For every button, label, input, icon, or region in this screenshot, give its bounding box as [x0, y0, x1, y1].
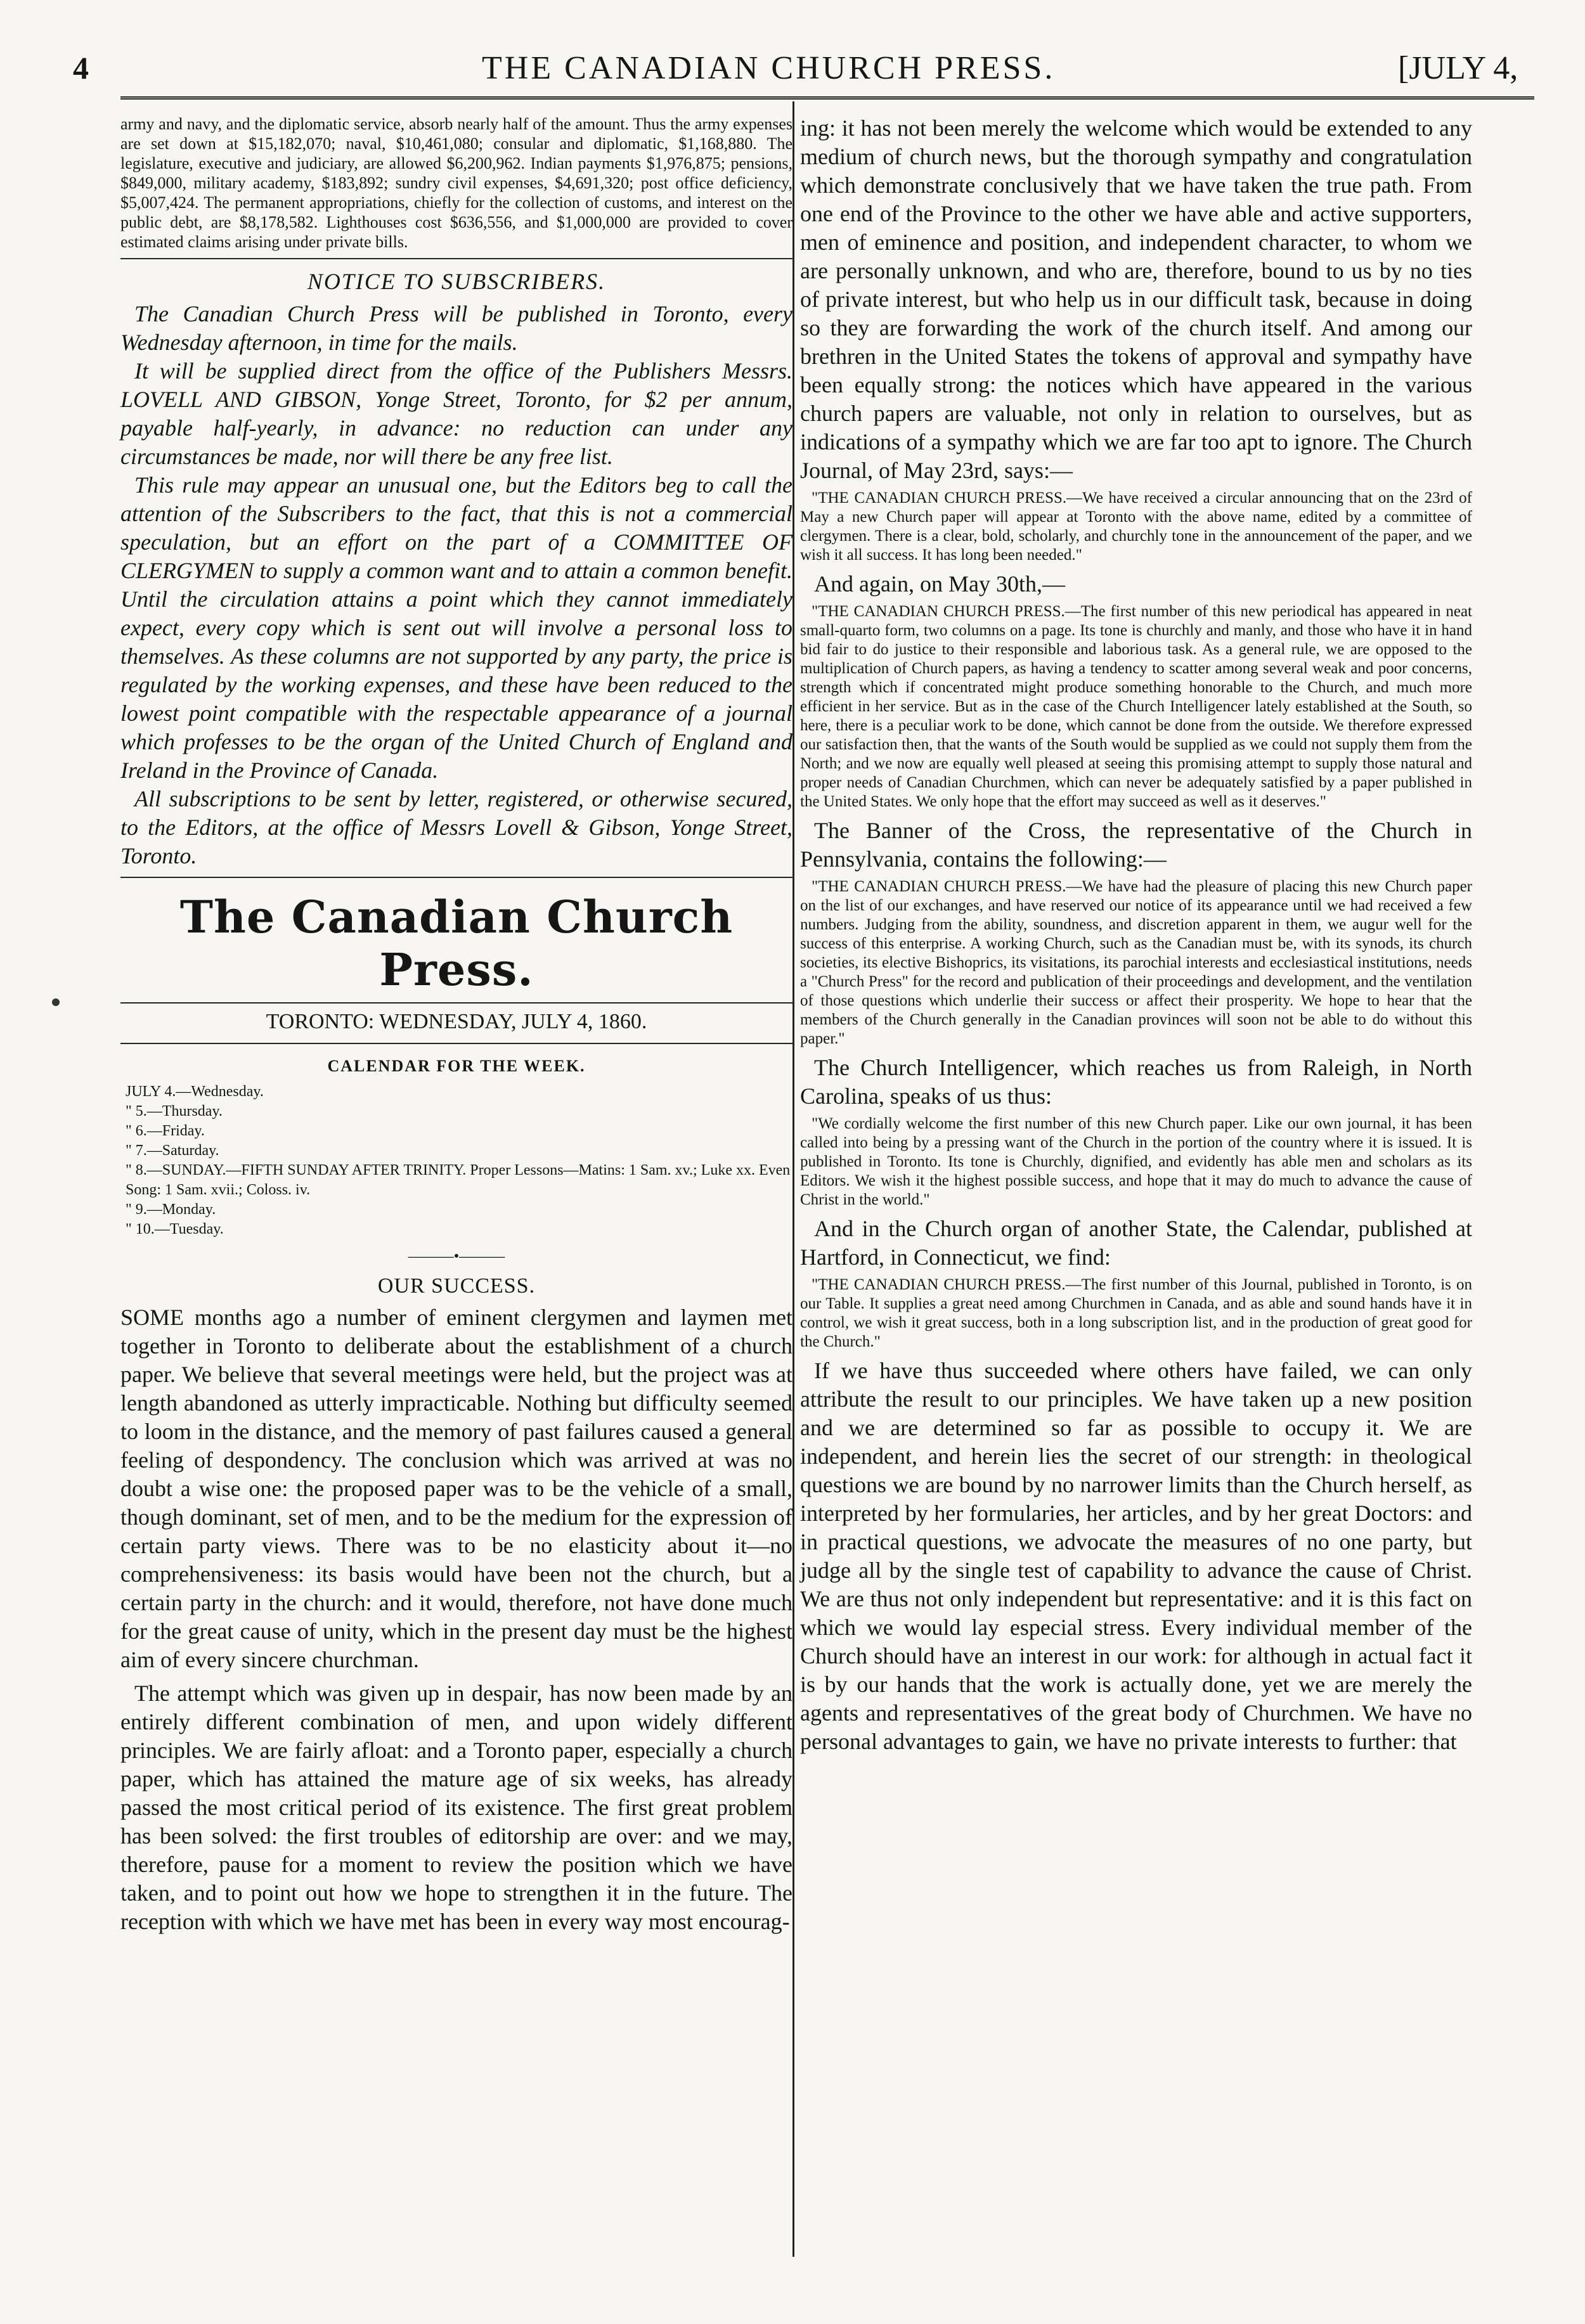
- column-divider: [792, 101, 794, 2257]
- header-date: [JULY 4,: [1398, 50, 1518, 86]
- article-paragraph: ing: it has not been merely the welcome which would be extended to any medium of church news, but the thorough sympathy and congratulation which demonstrate conclusively that we have taken the true path. From one end of the Province to the other we have able and active supporters, men of eminence and position, and independent character, to whom we are personally unknown, and who are, therefore, bound to us by no ties of private interest, but who help us in our difficult task, because in doing so they are forwarding the work of the church itself. And among our brethren in the United States the tokens of approval and sympathy have been equally strong: the notices which have appeared in the various church papers are valuable, not only in relation to ourselves, but as indications of a sympathy which we are far too apt to ignore. The Church Journal, of May 23rd, says:—: [800, 115, 1472, 483]
- calendar-row: " 10.—Tuesday.: [126, 1221, 224, 1237]
- calendar-row: " 6.—Friday.: [126, 1123, 205, 1139]
- quoted-notice: "THE CANADIAN CHURCH PRESS.—The first number of this new periodical has appeared in neat small-quarto form, two columns on a page. Its tone is churchly and manly, and those who have it in hand bid fair to do justice to their responsible and laborious task. As a general rule, we are opposed to the multiplication of Church papers, as having a tendency to scatter among several weak and poor concerns, strength which if concentrated might produce something honorable to the Church, and much more efficient in her service. But as in the case of the Church Intelligencer lately established at the South, so here, there is a peculiar work to be done, which cannot be done from the outside. We therefore expressed our satisfaction then, that the wants of the South would be supplied as we could not supply them from the North; and we now are equally well pleased at seeing this promising attempt to supply those natural and proper needs of Canadian Churchmen, which can never be adequately satisfied by a paper published in the United States. We only hope that the effort may succeed as well as it deserves.": [800, 603, 1472, 810]
- notice-section: [120, 268, 792, 870]
- left-column: [120, 114, 792, 1936]
- article-paragraph: The Banner of the Cross, the representative of the Church in Pennsylvania, contains the following:—: [800, 818, 1472, 872]
- ornament-rule: ———•———: [408, 1248, 505, 1265]
- newspaper-title: THE CANADIAN CHURCH PRESS.: [482, 50, 1056, 86]
- divider: [120, 258, 792, 259]
- page-header: [0, 0, 1585, 95]
- notice-paragraph: All subscriptions to be sent by letter, registered, or otherwise secured, to the Editors, at the office of Messrs Lovell & Gibson, Yonge Street, Toronto.: [120, 786, 792, 868]
- calendar-section: [120, 1057, 792, 1239]
- quoted-notice: "THE CANADIAN CHURCH PRESS.—We have had the pleasure of placing this new Church paper on the list of our exchanges, and have reserved our notice of its appearance until we had received a few numbers. Judging from the ability, soundness, and discretion apparent in them, we augur well for the success of this enterprise. A working Church, such as the Canadian must be, with its synods, its church societies, its elective Bishoprics, its visitations, its parochial interests and ecclesiastical institutions, needs a "Church Press" for the record and publication of their proceedings and development, and the ventilation of those questions which underlie their success or affect their prosperity. We hope to hear that the members of the Church generally in the Canadian provinces will soon not be able to do without this paper.": [800, 878, 1472, 1047]
- notice-paragraph: The Canadian Church Press will be published in Toronto, every Wednesday afternoon, in time for the mails.: [120, 301, 792, 355]
- quoted-notice: "THE CANADIAN CHURCH PRESS.—The first number of this Journal, published in Toronto, is on our Table. It supplies a great need among Churchmen in Canada, and as able and sound hands have it in control, we wish it great success, both in a long subscription list, and in the production of great good for the Church.": [800, 1276, 1472, 1350]
- notice-paragraph: This rule may appear an unusual one, but the Editors beg to call the attention of the Subscribers to the fact, that this is not a commercial speculation, but an effort on the part of a COMMITTEE OF CLERGYMEN to supply a common want and to attain a common benefit. Until the circulation attains a point which they cannot immediately expect, every copy which is sent out will involve a personal loss to themselves. As these columns are not supported by any party, the price is regulated by the working expenses, and these have been reduced to the lowest point compatible with the respectable appearance of a journal which professes to be the organ of the United Church of England and Ireland in the Province of Canada.: [120, 472, 792, 783]
- paper-nameplate: The Canadian Church Press.: [179, 891, 734, 996]
- article-paragraph: And again, on May 30th,—: [814, 571, 1065, 597]
- article-paragraph: The Church Intelligencer, which reaches us from Raleigh, in North Carolina, speaks of us thus:: [800, 1055, 1472, 1109]
- header-rule: [120, 96, 1534, 100]
- article-paragraph: The attempt which was given up in despair, has now been made by an entirely different combination of men, and upon widely different principles. We are fairly afloat: and a Toronto paper, especially a church paper, which has attained the mature age of six weeks, has already passed the most critical period of its existence. The first great problem has been solved: the first troubles of editorship are over: and we may, therefore, pause for a moment to review the position which we have taken, and to point out how we hope to strengthen it in the future. The reception with which we have met has been in every way most encourag-: [120, 1681, 792, 1934]
- right-column: [800, 114, 1472, 1756]
- budget-paragraph: army and navy, and the diplomatic service, absorb nearly half of the amount. Thus the army expenses are set down at $15,182,070; naval, $10,461,080; consular and diplomatic, $1,168,880. The legislature, executive and judiciary, are allowed $6,200,962. Indian payments $1,976,875; pensions, $849,000, military academy, $183,892; sundry civil expenses, $4,691,320; post office deficiency, $5,007,424. The permanent appropriations, chiefly for the collection of customs, and interest on the public debt, are $8,178,582. Lighthouses cost $636,556, and $1,000,000 are provided to cover estimated claims arising under private bills.: [120, 115, 792, 251]
- notice-title: NOTICE TO SUBSCRIBERS.: [307, 269, 606, 294]
- calendar-row: JULY 4.—Wednesday.: [126, 1083, 264, 1100]
- dateline: TORONTO: WEDNESDAY, JULY 4, 1860.: [266, 1010, 647, 1033]
- divider: [120, 877, 792, 878]
- calendar-row: " 5.—Thursday.: [126, 1103, 223, 1120]
- notice-paragraph: It will be supplied direct from the office of the Publishers Messrs. LOVELL AND GIBSON, Yonge Street, Toronto, for $2 per annum, payable half-yearly, in advance: no reduction can under any circumstances be made, nor will there be any free list.: [120, 358, 792, 469]
- calendar-row: " 8.—SUNDAY.—FIFTH SUNDAY AFTER TRINITY. Proper Lessons—Matins: 1 Sam. xv.; Luke xx. Even Song: 1 Sam. xvii.; Coloss. iv.: [126, 1162, 791, 1198]
- article-title: OUR SUCCESS.: [377, 1274, 536, 1298]
- page-number: 4: [73, 50, 89, 86]
- divider: [120, 1002, 792, 1004]
- quoted-notice: "We cordially welcome the first number of this new Church paper. Like our own journal, it has been called into being by a pressing want of the Church in the portion of the country where it is issued. It is published in Toronto. Its tone is Churchly, dignified, and evidently has able men and scholars as its Editors. We wish it the highest possible success, and hope that it may do much to advance the cause of Christ in the world.": [800, 1115, 1472, 1208]
- article-paragraph: If we have thus succeeded where others have failed, we can only attribute the result to our principles. We have taken up a new position and we are determined so far as possible to occupy it. We are independent, and herein lies the secret of our strength: in theological questions we are bound by no narrower limits than the Church herself, as interpreted by her formularies, her articles, and by her great Doctors: and in practical questions, we advocate the measures of no one party, but judge all by the single test of capability to advance the cause of Christ. We are thus not only independent but representative: and it is this fact on which we would lay especial stress. Every individual member of the Church should have an interest in our work: for although in actual fact it is by our hands that the work is actually done, yet we are merely the agents and representatives of the great body of Churchmen. We have no personal advantages to gain, we have no private interests to further: that: [800, 1358, 1472, 1754]
- calendar-row: " 9.—Monday.: [126, 1201, 216, 1218]
- calendar-row: " 7.—Saturday.: [126, 1142, 219, 1159]
- divider: [120, 1043, 792, 1044]
- article-paragraph: SOME months ago a number of eminent clergymen and laymen met together in Toronto to deliberate about the establishment of a church paper. We believe that several meetings were held, but the project was at length abandoned as utterly impracticable. Nothing but difficulty seemed to loom in the distance, and the memory of past failures caused a general feeling of despondency. The conclusion which was arrived at was no doubt a wise one: the proposed paper was to be the vehicle of a small, though dominant, set of men, and to be the medium for the expression of certain party views. There was to be no elasticity about it—no comprehensiveness: its basis would have been not the church, but a certain party in the church: and it would, therefore, not have done much for the great cause of unity, which in the present day must be the highest aim of every sincere churchman.: [120, 1305, 792, 1672]
- article-our-success: [120, 1274, 792, 1936]
- ink-mark: [52, 998, 60, 1006]
- calendar-title: CALENDAR FOR THE WEEK.: [327, 1057, 586, 1075]
- article-paragraph: And in the Church organ of another State, the Calendar, published at Hartford, in Connecticut, we find:: [800, 1216, 1472, 1270]
- quoted-notice: "THE CANADIAN CHURCH PRESS.—We have received a circular announcing that on the 23rd of May a new Church paper will appear at Toronto with the above name, edited by a committee of clergymen. There is a clear, bold, scholarly, and churchly tone in the announcement of the paper, and we wish it all success. It has long been needed.": [800, 489, 1472, 564]
